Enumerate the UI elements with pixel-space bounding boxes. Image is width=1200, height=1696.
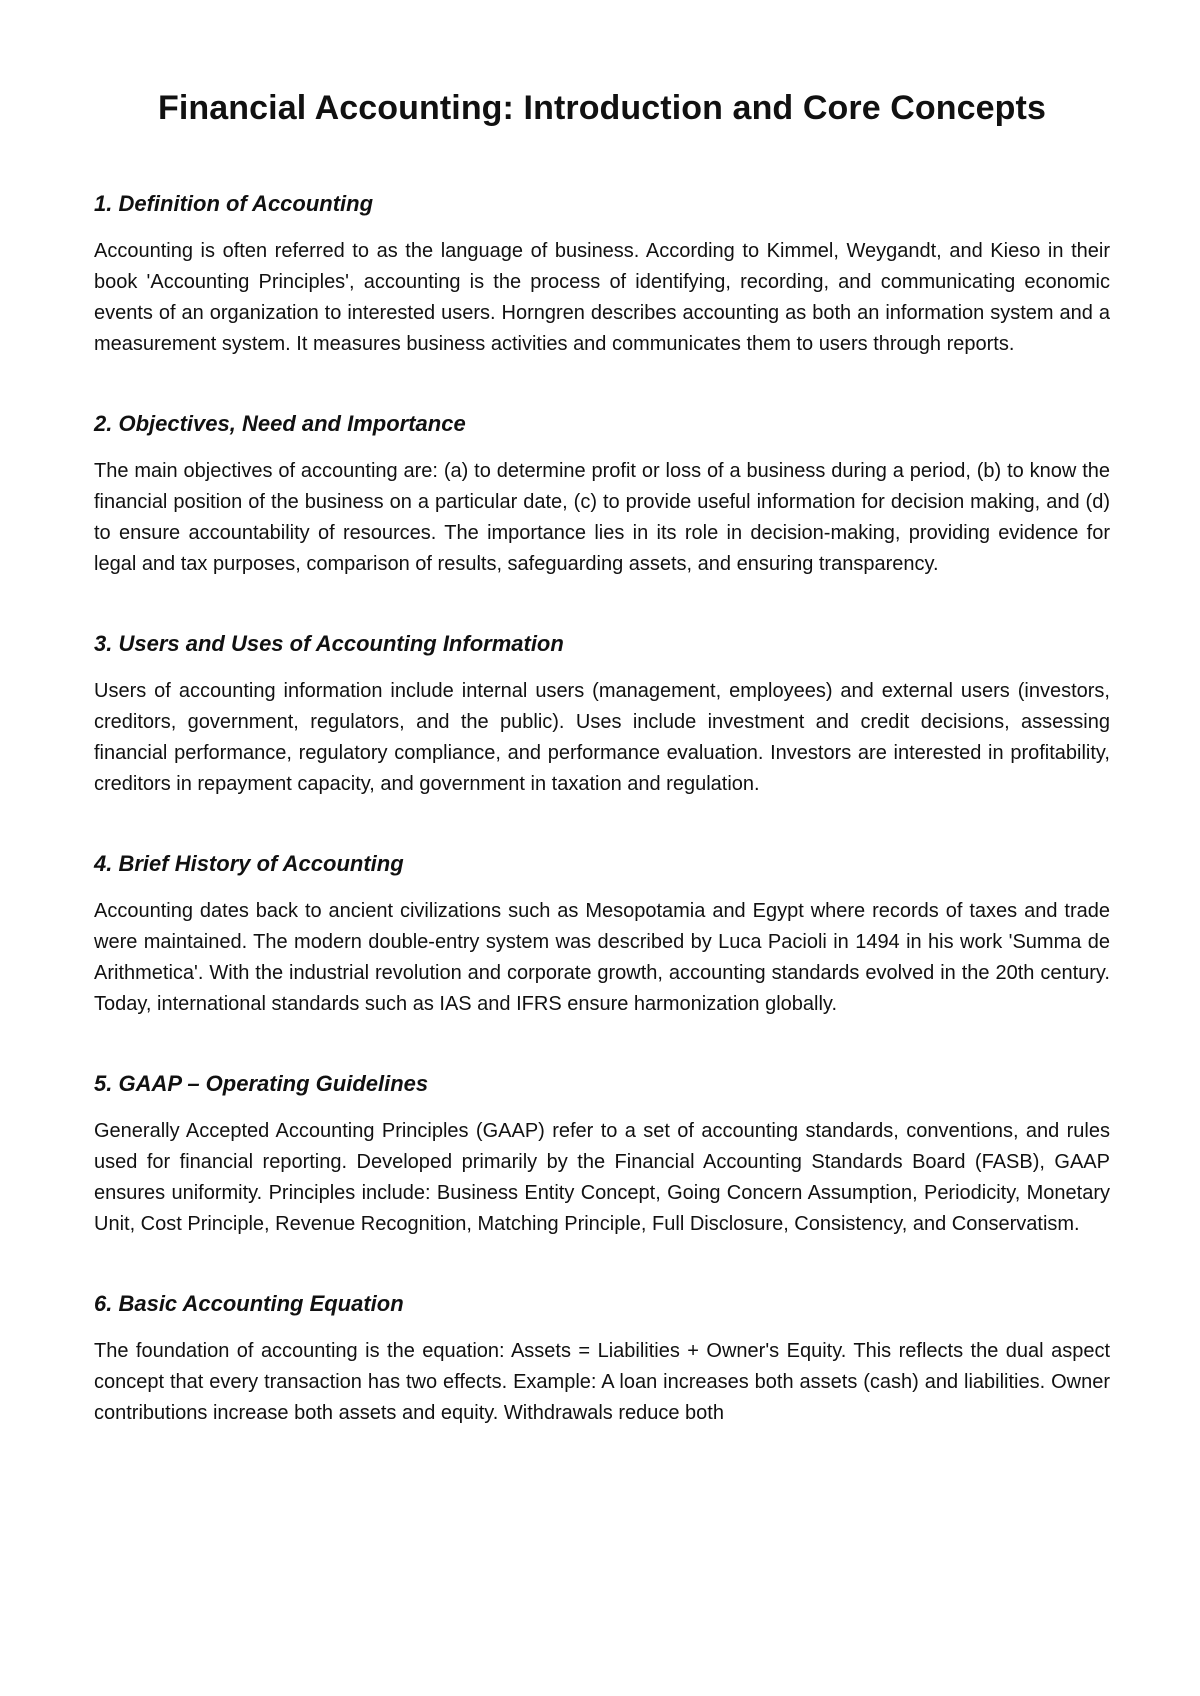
section-heading: 4. Brief History of Accounting — [94, 851, 404, 876]
section-objectives — [94, 410, 1110, 580]
section-gaap — [94, 1070, 1110, 1240]
section-users — [94, 630, 1110, 800]
section-paragraph: Generally Accepted Accounting Principles (GAAP) refer to a set of accounting standards, conventions, and rules used for financial reporting. Developed primarily by the Financial Accounting Standards Board (FASB), GAAP ensures uniformity. Principles include: Business Entity Concept, Going Concern Assumption, Periodicity, Monetary Unit, Cost Principle, Revenue Recognition, Matching Principle, Full Disclosure, Consistency, and Conservatism. — [94, 1120, 1110, 1235]
section-spacer — [94, 360, 1110, 410]
section-heading: 3. Users and Uses of Accounting Information — [94, 631, 564, 656]
section-heading: 2. Objectives, Need and Importance — [94, 411, 466, 436]
section-spacer — [94, 800, 1110, 850]
title-spacer — [94, 128, 1110, 190]
section-paragraph: Accounting is often referred to as the language of business. According to Kimmel, Weygandt, and Kieso in their book 'Accounting Principles', accounting is the process of identifying, recording, and communicating economic events of an organization to interested users. Horngren describes accounting as both an information system and a measurement system. It measures business activities and communicates them to users through reports. — [94, 240, 1110, 355]
section-heading: 6. Basic Accounting Equation — [94, 1291, 404, 1316]
section-heading: 5. GAAP – Operating Guidelines — [94, 1071, 429, 1096]
section-spacer — [94, 1240, 1110, 1290]
document-content — [94, 88, 1110, 1429]
section-spacer — [94, 1020, 1110, 1070]
section-spacer — [94, 580, 1110, 630]
page-title: Financial Accounting: Introduction and Core Concepts — [158, 89, 1046, 127]
section-equation — [94, 1290, 1110, 1429]
section-paragraph: Users of accounting information include internal users (management, employees) and external users (investors, creditors, government, regulators, and the public). Uses include investment and credit decisions, assessing financial performance, regulatory compliance, and performance evaluation. Investors are interested in profitability, creditors in repayment capacity, and government in taxation and regulation. — [94, 680, 1110, 795]
section-heading: 1. Definition of Accounting — [94, 191, 374, 216]
section-definition — [94, 190, 1110, 360]
section-paragraph: The main objectives of accounting are: (a) to determine profit or loss of a business during a period, (b) to know the financial position of the business on a particular date, (c) to provide useful information for decision making, and (d) to ensure accountability of resources. The importance lies in its role in decision-making, providing evidence for legal and tax purposes, comparison of results, safeguarding assets, and ensuring transparency. — [94, 460, 1110, 575]
section-history — [94, 850, 1110, 1020]
section-paragraph: Accounting dates back to ancient civilizations such as Mesopotamia and Egypt where records of taxes and trade were maintained. The modern double-entry system was described by Luca Pacioli in 1494 in his work 'Summa de Arithmetica'. With the industrial revolution and corporate growth, accounting standards evolved in the 20th century. Today, international standards such as IAS and IFRS ensure harmonization globally. — [94, 900, 1110, 1015]
section-paragraph: The foundation of accounting is the equation: Assets = Liabilities + Owner's Equity. This reflects the dual aspect concept that every transaction has two effects. Example: A loan increases both assets (cash) and liabilities. Owner contributions increase both assets and equity. Withdrawals reduce both — [94, 1340, 1110, 1424]
